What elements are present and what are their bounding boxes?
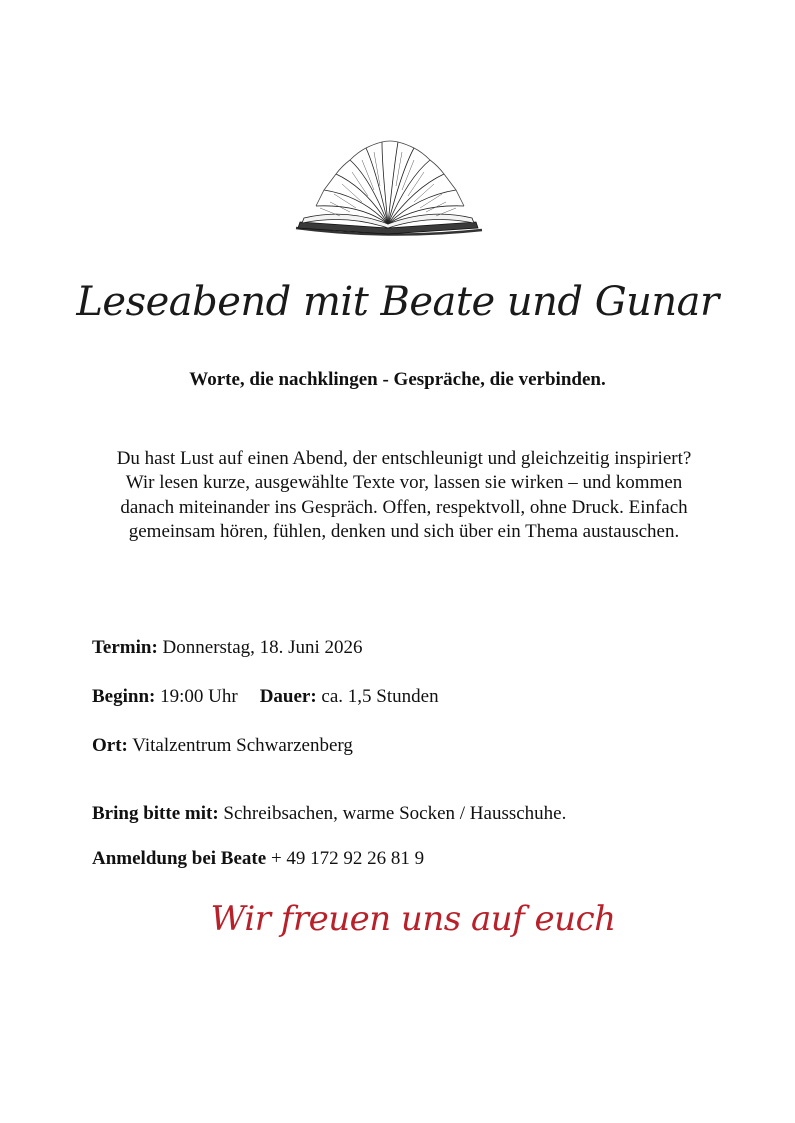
anmeldung-row <box>92 847 424 871</box>
mitbringen-value: Schreibsachen, warme Socken / Hausschuhe. <box>218 803 567 824</box>
page-title: Leseabend mit Beate und Gunar <box>76 279 719 325</box>
mitbringen-label: Bring bitte mit: <box>92 803 219 824</box>
time-row <box>92 685 439 709</box>
dauer-value: ca. 1,5 Stunden <box>316 686 439 707</box>
mitbringen-row <box>92 802 566 826</box>
termin-row <box>92 636 363 660</box>
anmeldung-label: Anmeldung bei Beate <box>92 848 267 869</box>
open-book-icon <box>290 138 486 238</box>
ort-value: Vitalzentrum Schwarzenberg <box>127 735 353 756</box>
intro-paragraph: Du hast Lust auf einen Abend, der entschleunigt und gleichzeitig inspiriert? <box>116 448 692 469</box>
dauer-label: Dauer: <box>259 686 317 707</box>
beginn-label: Beginn: <box>92 686 156 707</box>
termin-label: Termin: <box>92 637 158 658</box>
anmeldung-value: + 49 172 92 26 81 9 <box>266 848 425 869</box>
intro-paragraph: Wir lesen kurze, ausgewählte Texte vor, lassen sie wirken – und kommen danach miteinander ins Gespräch. Offen, respektvoll, ohne Druck. Einfach gemeinsam hören, fühlen, denken und sich über ein Thema austauschen. <box>120 472 688 543</box>
termin-value: Donnerstag, 18. Juni 2026 <box>157 637 363 658</box>
ort-label: Ort: <box>92 735 128 756</box>
closing-text: Wir freuen uns auf euch <box>210 899 616 939</box>
ort-row <box>92 734 353 758</box>
intro-text <box>108 447 700 545</box>
subtitle: Worte, die nachklingen - Gespräche, die verbinden. <box>189 369 606 390</box>
beginn-value: 19:00 Uhr <box>155 686 238 707</box>
